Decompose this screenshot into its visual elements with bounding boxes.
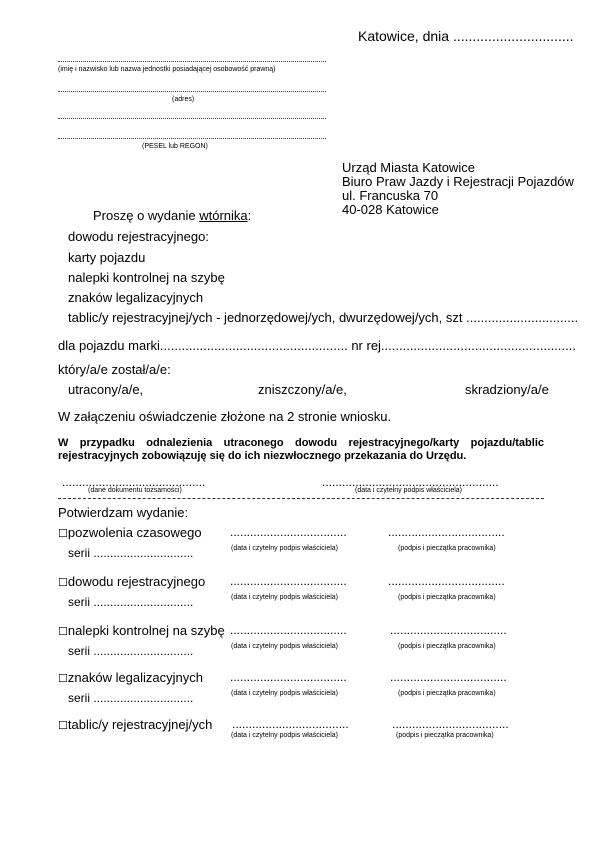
- owner-sign-dots: ...................................: [230, 623, 347, 637]
- owner-sign-caption: (data i czytelny podpis właściciela): [231, 732, 338, 739]
- checkbox-icon[interactable]: ☐: [58, 625, 68, 638]
- status-destroyed: zniszczony/a/e,: [258, 382, 347, 397]
- confirm-item-windshield-sticker: ☐nalepki kontrolnej na szybę: [58, 623, 225, 638]
- request-intro: Proszę o wydanie wtórnika:: [93, 208, 252, 223]
- officer-sign-dots: ...................................: [390, 623, 507, 637]
- request-item-plates: tablic/y rejestracyjnej/ych - jednorzędowej/ych, dwurzędowej/ych, szt ...............................: [68, 310, 579, 325]
- section-divider: [58, 498, 544, 499]
- owner-sign-caption: (data i czytelny podpis właściciela): [231, 690, 338, 697]
- checkbox-icon[interactable]: ☐: [58, 719, 68, 732]
- owner-sign-caption: (data i czytelny podpis właściciela): [231, 594, 338, 601]
- request-intro-underlined: wtórnika: [199, 208, 248, 223]
- owner-sign-caption: (data i czytelny podpis właściciela): [231, 643, 338, 650]
- attachment-note: W załączeniu oświadczenie złożone na 2 stronie wniosku.: [58, 409, 392, 424]
- confirm-item-registration-certificate: ☐dowodu rejestracyjnego: [58, 574, 206, 589]
- confirm-item-temporary-permit: ☐pozwolenia czasowego: [58, 525, 202, 540]
- officer-sign-caption: (podpis i pieczątka pracownika): [398, 545, 496, 552]
- applicant-pesel-caption: (PESEL lub REGON): [142, 143, 208, 150]
- city-date: Katowice, dnia ...............................: [358, 28, 574, 44]
- owner-sign-dots: ...................................: [230, 670, 347, 684]
- applicant-name-line: [58, 61, 326, 62]
- applicant-pesel-line: [58, 138, 326, 139]
- owner-signature-caption: (data i czytelny podpis właściciela): [355, 487, 462, 494]
- owner-sign-caption: (data i czytelny podpis właściciela): [231, 545, 338, 552]
- officer-sign-caption: (podpis i pieczątka pracownika): [396, 732, 494, 739]
- confirmation-heading: Potwierdzam wydanie:: [58, 505, 189, 520]
- serii-field: serii ..............................: [68, 691, 194, 705]
- identity-doc-caption: (dane dokumentu tożsamości): [88, 487, 182, 494]
- request-item-registration-certificate: dowodu rejestracyjnego:: [68, 229, 209, 244]
- officer-sign-dots: ...................................: [388, 574, 505, 588]
- status-lost: utracony/a/e,: [68, 382, 144, 397]
- officer-sign-caption: (podpis i pieczątka pracownika): [398, 643, 496, 650]
- recipient-line-2: Biuro Praw Jazdy i Rejestracji Pojazdów: [342, 174, 574, 189]
- officer-sign-caption: (podpis i pieczątka pracownika): [398, 594, 496, 601]
- checkbox-icon[interactable]: ☐: [58, 576, 68, 589]
- identity-doc-dots: ...........................................: [62, 475, 206, 489]
- officer-sign-dots: ...................................: [388, 525, 505, 539]
- confirm-item-legalization-marks: ☐znaków legalizacyjnych: [58, 670, 203, 685]
- owner-sign-dots: ...................................: [230, 574, 347, 588]
- recipient-line-3: ul. Francuska 70: [342, 188, 439, 203]
- owner-signature-dots: .....................................................: [322, 475, 499, 489]
- owner-sign-dots: ...................................: [232, 717, 349, 731]
- request-item-vehicle-card: karty pojazdu: [68, 250, 146, 265]
- owner-sign-dots: ...................................: [230, 525, 347, 539]
- applicant-address-caption: (adres): [172, 96, 195, 103]
- request-item-legalization-marks: znaków legalizacyjnych: [68, 290, 204, 305]
- recipient-line-4: 40-028 Katowice: [342, 202, 439, 217]
- obligation-statement: W przypadku odnalezienia utraconego dowodu rejestracyjnego/karty pojazdu/tablic rejestracyjnych zobowiązuję się do ich niezwłocznego przekazania do Urzędu.: [58, 437, 544, 462]
- serii-field: serii ..............................: [68, 595, 194, 609]
- applicant-address-line: [58, 91, 326, 92]
- officer-sign-caption: (podpis i pieczątka pracownika): [398, 690, 496, 697]
- status-stolen: skradziony/a/e: [465, 382, 549, 397]
- request-item-windshield-sticker: nalepki kontrolnej na szybę: [68, 270, 225, 285]
- status-label: który/a/e został/a/e:: [58, 362, 171, 377]
- officer-sign-dots: ...................................: [390, 670, 507, 684]
- confirm-item-plates: ☐tablic/y rejestracyjnej/ych: [58, 717, 213, 732]
- vehicle-line: dla pojazdu marki.................................................... nr rej......................................................: [58, 338, 576, 353]
- applicant-name-caption: (imię i nazwisko lub nazwa jednostki posiadającej osobowość prawną): [58, 66, 276, 73]
- serii-field: serii ..............................: [68, 644, 194, 658]
- checkbox-icon[interactable]: ☐: [58, 672, 68, 685]
- checkbox-icon[interactable]: ☐: [58, 527, 68, 540]
- recipient-line-1: Urząd Miasta Katowice: [342, 160, 475, 175]
- officer-sign-dots: ...................................: [392, 717, 509, 731]
- applicant-address-line-2: [58, 118, 326, 119]
- serii-field: serii ..............................: [68, 546, 194, 560]
